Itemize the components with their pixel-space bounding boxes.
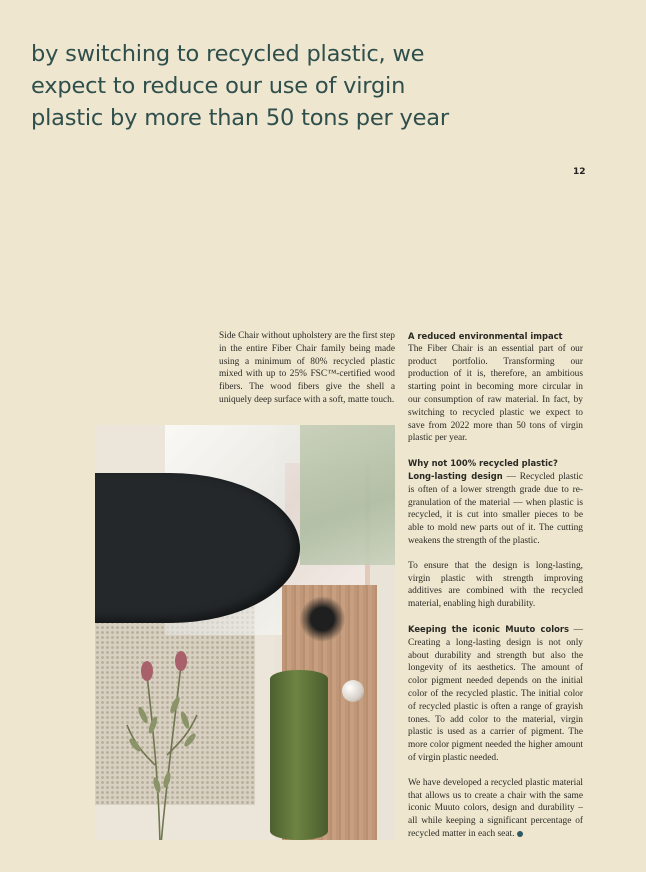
plastic-granules [300,595,345,643]
green-plastic-sheet [300,425,395,565]
ensure-paragraph: To ensure that the design is long-lasting, virgin plastic with strength improving additives are combined with the recycled material, enabling high durability. [408,560,583,610]
why-heading: Why not 100% recycled plastic? [408,458,558,469]
closing-text: We have developed a recycled plastic material that allows us to create a chair with the same iconic Muuto colors, design and durability – all while keeping a significant percentage of recycled matter in each seat. [408,777,583,839]
colors-section [408,623,583,765]
end-dot-icon [517,831,523,837]
dried-plant-icon [115,645,205,840]
page-number: 12 [573,167,586,177]
closing-section [408,777,583,841]
right-text-column [408,330,583,841]
intro-paragraph: Side Chair without upholstery are the first step in the entire Fiber Chair family being made using a minimum of 80% recycled plastic mixed with up to 25% FSC™-certified wood fibers. The wood fibers give the shell a uniquely deep surface with a soft, matte touch. [219,331,395,405]
impact-section [408,330,583,445]
longlasting-text: — Recycled plastic is often of a lower strength grade due to re-granulation of the material — when plastic is recycled, it is cut into smaller pieces to be able to mold new parts out of it. The cutting weakens the strength of the plastic. [408,471,583,546]
colors-text: — Creating a long-lasting design is not only about durability and strength but also the longevity of its aesthetics. The amount of color pigment needed depends on the initial color of the recycled plastic. The initial color of recycled plastic is often a range of grayish tones. To add color to the material, virgin plastic is used as a carrier of pigment. The more color pigment needed the higher amount of virgin plastic needed. [408,624,584,763]
impact-heading: A reduced environmental impact [408,331,563,341]
green-tube [270,670,328,840]
colors-lead: Keeping the iconic Muuto colors [408,623,569,634]
glass-bead [342,680,364,702]
materials-photo [95,425,395,840]
why-section [408,457,583,548]
page-headline: by switching to recycled plastic, we expect to reduce our use of virgin plastic by more than 50 tons per year [31,41,449,131]
longlasting-lead: Long-lasting design [408,470,503,481]
impact-text: The Fiber Chair is an essential part of our product portfolio. Transforming our production of it is, therefore, an ambitious starting point in becoming more circular in our consumption of raw material. In fact, by switching to recycled plastic we expect to save from 2022 more than 50 tons of virgin plastic per year. [408,343,583,444]
